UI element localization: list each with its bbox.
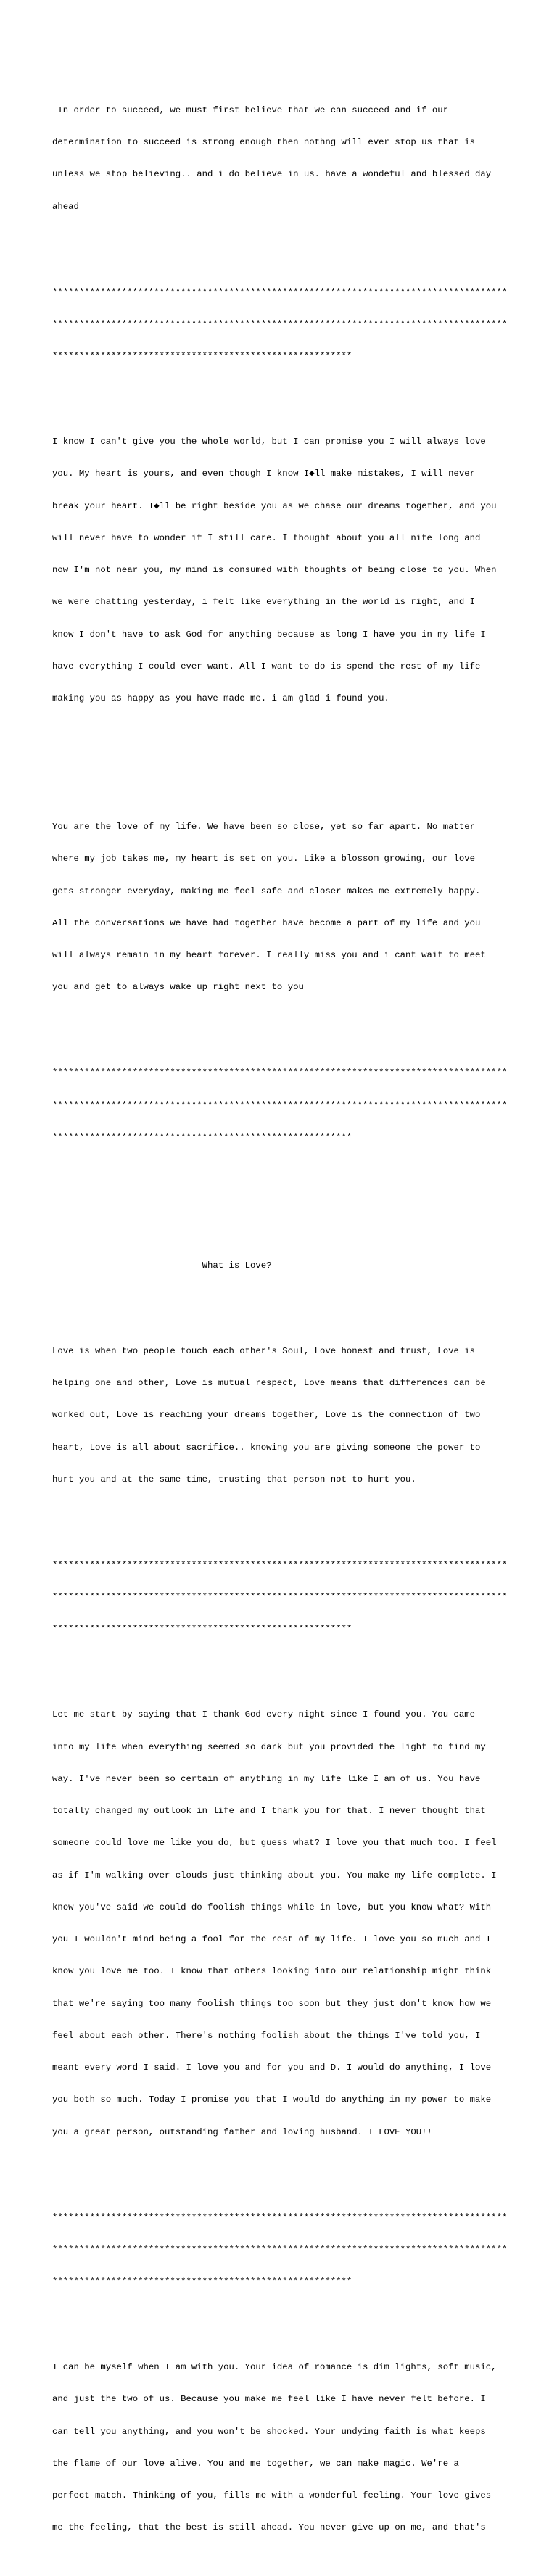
asterisk-separator	[52, 265, 516, 383]
what-is-love-heading	[52, 1239, 516, 1292]
love-letter-paragraph-2	[52, 801, 516, 1015]
text-line: hurt you and at the same time, trusting that person not to hurt you.	[52, 1474, 416, 1485]
love-letter-paragraph-3	[52, 1688, 516, 2159]
text-line: have everything I could ever want. All I want to do is spend the rest of my life	[52, 661, 481, 672]
separator-line: *************************************************************************************	[52, 1099, 508, 1110]
text-line: gets stronger everyday, making me feel safe and closer makes me extremely happy.	[52, 886, 481, 896]
text-line: Let me start by saying that I thank God every night since I found you. You came	[52, 1709, 475, 1720]
text-line: In order to succeed, we must first believe that we can succeed and if our	[52, 104, 449, 115]
blank-line	[52, 1196, 516, 1207]
text-line: you I wouldn't mind being a fool for the rest of my life. I love you so much and I	[52, 1934, 492, 1944]
text-line: me the feeling, that the best is still ahead. You never give up on me, and that's	[52, 2522, 486, 2533]
text-line: All the conversations we have had together have become a part of my life and you	[52, 917, 481, 928]
text-line: I know I can't give you the whole world, but I can promise you I will always love	[52, 437, 486, 447]
separator-line: *************************************************************************************	[52, 286, 508, 297]
text-line: you a great person, outstanding father and loving husband. I LOVE YOU!!	[52, 2126, 432, 2137]
love-letter-paragraph-1	[52, 416, 516, 726]
text-line: where my job takes me, my heart is set on you. Like a blossom growing, our love	[52, 854, 475, 864]
text-line: know you love me too. I know that others looking into our relationship might think	[52, 1966, 492, 1977]
text-line: Love is when two people touch each other's Soul, Love honest and trust, Love is	[52, 1345, 475, 1356]
text-line: break your heart. I◆ll be right beside you as we chase our dreams together, and you	[52, 500, 497, 511]
separator-line: *************************************************************************************	[52, 2212, 508, 2223]
text-line: as if I'm walking over clouds just thinking about you. You make my life complete. I	[52, 1870, 497, 1881]
text-line: helping one and other, Love is mutual respect, Love means that differences can be	[52, 1378, 486, 1388]
text-line: you. My heart is yours, and even though I know I◆ll make mistakes, I will never	[52, 468, 475, 479]
text-line: perfect match. Thinking of you, fills me with a wonderful feeling. Your love gives	[52, 2490, 492, 2501]
what-is-love-paragraph	[52, 1324, 516, 1506]
text-line: heart, Love is all about sacrifice.. knowing you are giving someone the power to	[52, 1442, 481, 1453]
text-line: meant every word I said. I love you and for you and D. I would do anything, I love	[52, 2063, 492, 2073]
intro-paragraph	[52, 83, 516, 234]
text-line: totally changed my outlook in life and I thank you for that. I never thought that	[52, 1806, 486, 1816]
text-line: you both so much. Today I promise you that I would do anything in my power to make	[52, 2094, 492, 2105]
text-line: feel about each other. There's nothing foolish about the things I've told you, I	[52, 2030, 481, 2041]
text-line: we were chatting yesterday, i felt like everything in the world is right, and I	[52, 597, 475, 608]
text-line: you and get to always wake up right next to you	[52, 982, 304, 993]
text-line: determination to succeed is strong enough then nothng will ever stop us that is	[52, 137, 475, 147]
text-line: I can be myself when I am with you. Your idea of romance is dim lights, soft music,	[52, 2362, 497, 2372]
text-line: unless we stop believing.. and i do believe in us. have a wondeful and blessed day	[52, 169, 492, 180]
separator-line: *************************************************************************************	[52, 1559, 508, 1570]
separator-line: ********************************************************	[52, 1131, 352, 1142]
separator-line: *************************************************************************************	[52, 318, 508, 329]
love-letter-paragraph-4	[52, 2341, 516, 2555]
text-line: will always remain in my heart forever. I really miss you and i cant wait to meet	[52, 950, 486, 960]
text-line: someone could love me like you do, but guess what? I love you that much too. I feel	[52, 1838, 497, 1849]
text-line: the flame of our love alive. You and me together, we can make magic. We're a	[52, 2458, 459, 2469]
text-line: can tell you anything, and you won't be shocked. Your undying faith is what keeps	[52, 2426, 486, 2437]
text-line: will never have to wonder if I still care. I thought about you all nite long and	[52, 532, 481, 543]
asterisk-separator	[52, 1046, 516, 1164]
blank-line	[52, 758, 516, 769]
separator-line: ********************************************************	[52, 2276, 352, 2287]
text-line: way. I've never been so certain of anything in my life like I am of us. You have	[52, 1773, 481, 1784]
document-page	[52, 51, 516, 2576]
text-line: You are the love of my life. We have been so close, yet so far apart. No matter	[52, 822, 475, 832]
separator-line: *************************************************************************************	[52, 1068, 508, 1078]
text-line: and just the two of us. Because you make me feel like I have never felt before. I	[52, 2394, 486, 2405]
text-line: know I don't have to ask God for anything because as long I have you in my life I	[52, 629, 486, 640]
text-line: now I'm not near you, my mind is consumed with thoughts of being close to you. When	[52, 565, 497, 575]
asterisk-separator	[52, 1538, 516, 1656]
text-line: into my life when everything seemed so dark but you provided the light to find my	[52, 1741, 486, 1752]
text-line: worked out, Love is reaching your dreams together, Love is the connection of two	[52, 1410, 481, 1421]
text-line: making you as happy as you have made me. i am glad i found you.	[52, 693, 389, 703]
text-line: ahead	[52, 201, 79, 212]
separator-line: ********************************************************	[52, 1624, 352, 1635]
separator-line: ********************************************************	[52, 351, 352, 361]
separator-line: *************************************************************************************	[52, 2244, 508, 2255]
asterisk-separator	[52, 2191, 516, 2308]
text-line: that we're saying too many foolish things too soon but they just don't know how we	[52, 1998, 492, 2009]
heading-line: What is Love?	[52, 1260, 272, 1271]
text-line: know you've said we could do foolish things while in love, but you know what? With	[52, 1902, 492, 1912]
separator-line: *************************************************************************************	[52, 1592, 508, 1602]
